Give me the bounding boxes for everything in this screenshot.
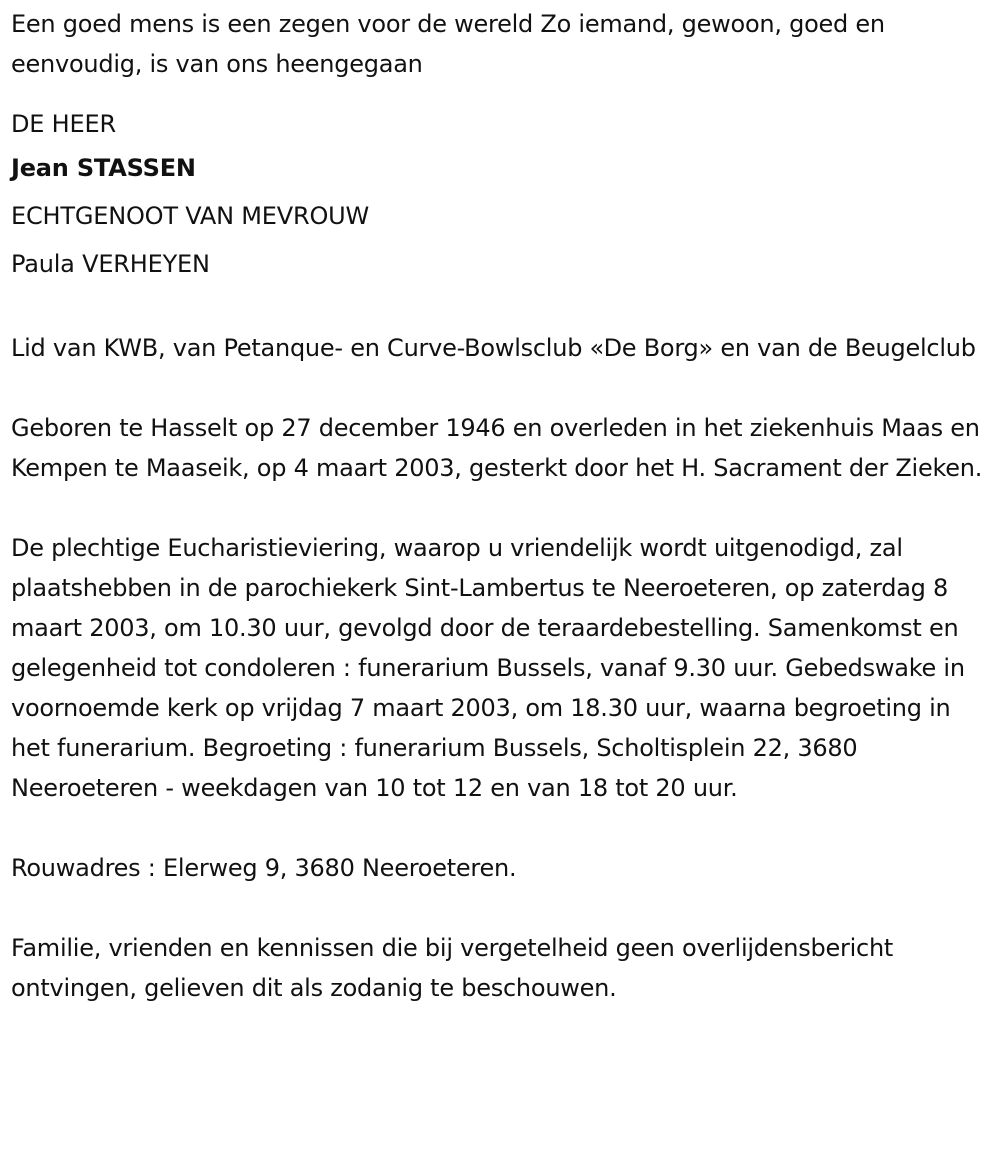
membership-text: Lid van KWB, van Petanque- en Curve-Bowlsclub «De Borg» en van de Beugelclub [11,334,976,362]
service-text: De plechtige Eucharistieviering, waarop u vriendelijk wordt uitgenodigd, zal plaatshebben in de parochiekerk Sint-Lambertus te Neeroeteren, op zaterdag 8 maart 2003, om 10.30 uur, gevolgd door de teraardebestelling. Samenkomst en gelegenheid tot condoleren : funerarium Bussels, vanaf 9.30 uur. Gebedswake in voornoemde kerk op vrijdag 7 maart 2003, om 18.30 uur, waarna begroeting in het funerarium. Begroeting : funerarium Bussels, Scholtisplein 22, 3680 Neeroeteren - weekdagen van 10 tot 12 en van 18 tot 20 uur. [11,534,965,802]
spacer [11,368,1000,408]
spacer [11,488,1000,528]
intro-text: Een goed mens is een zegen voor de wereld Zo iemand, gewoon, goed en eenvoudig, is van ons heengegaan [11,10,885,78]
address-text: Rouwadres : Elerweg 9, 3680 Neeroeteren. [11,854,517,882]
closing-text: Familie, vrienden en kennissen die bij vergetelheid geen overlijdensbericht ontvingen, gelieven dit als zodanig te beschouwen. [11,934,894,1002]
spacer [11,288,1000,328]
spouse-name: Paula VERHEYEN [11,250,210,278]
relation-text: ECHTGENOOT VAN MEVROUW [11,202,370,230]
birth-death-text: Geboren te Hasselt op 27 december 1946 en overleden in het ziekenhuis Maas en Kempen te Maaseik, op 4 maart 2003, gesterkt door het H. Sacrament der Zieken. [11,414,983,482]
deceased-name: Jean STASSEN [11,154,196,182]
spacer [11,808,1000,848]
spacer [11,888,1000,928]
honorific: DE HEER [11,110,116,138]
